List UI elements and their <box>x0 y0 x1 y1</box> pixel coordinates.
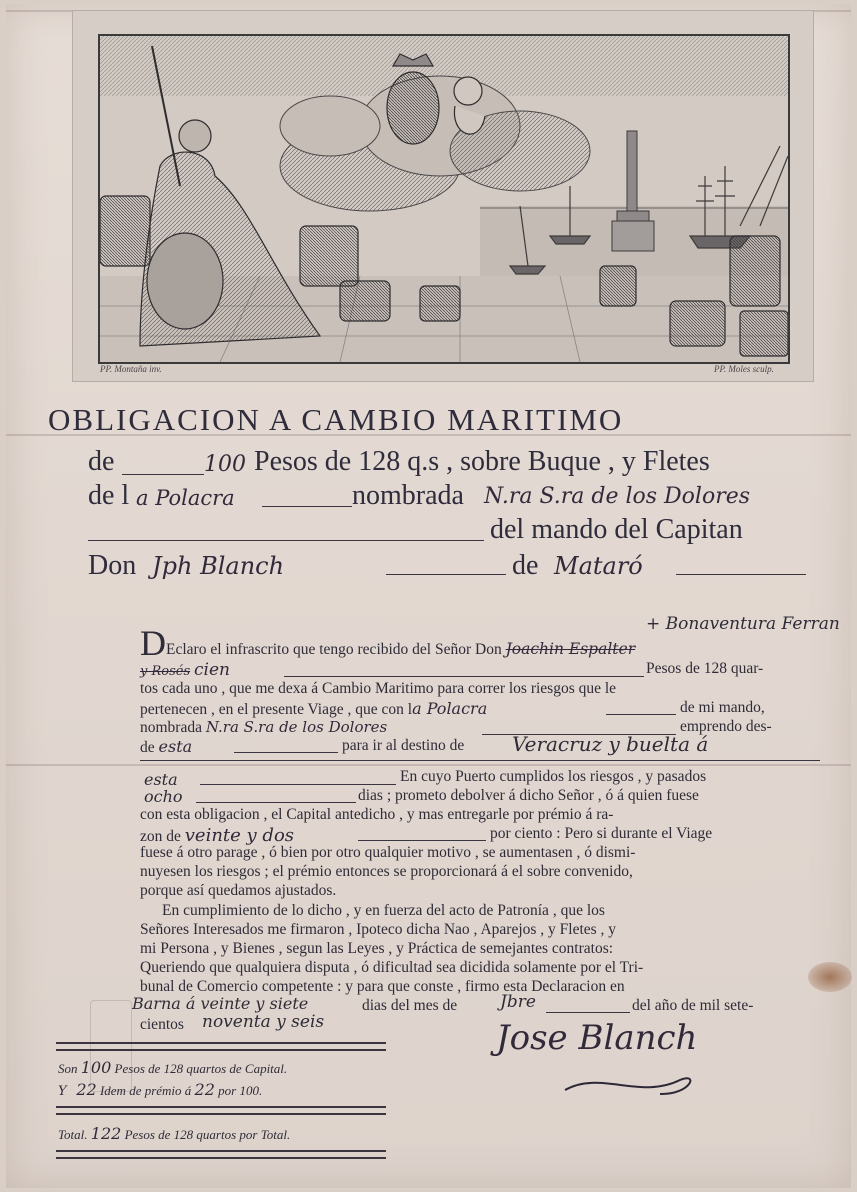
summary-row-total <box>58 1124 290 1143</box>
decl-p2-line-6-end: del año de mil sete- <box>632 997 754 1014</box>
year-handwritten: noventa y seis <box>202 1012 325 1032</box>
line2-pre: de l <box>88 480 130 511</box>
document-title: OBLIGACION A CAMBIO MARITIMO <box>48 402 624 437</box>
decl-line-13: porque así quedamos ajustados. <box>140 882 337 899</box>
summary-text: por 100. <box>218 1083 263 1098</box>
decl-p2-line-3: mi Persona , y Bienes , segun las Leyes , y Práctica de semejantes contratos: <box>140 940 614 957</box>
capital-amount-handwritten: 100 <box>80 1058 112 1077</box>
fill-rule <box>122 474 204 475</box>
decl-line-10-end: por ciento : Pero si durante el Viage <box>490 825 713 842</box>
decl-line-2 <box>140 660 230 680</box>
signature: Jose Blanch <box>496 1018 698 1058</box>
line4-de: de <box>512 550 539 581</box>
decl-text: Eclaro el infrascrito que tengo recibido del Señor Don <box>166 641 502 658</box>
title-line-1 <box>88 446 114 478</box>
departure-handwritten: esta <box>158 737 193 756</box>
origin-handwritten: Mataró <box>554 552 643 580</box>
decl-p2-line-1: En cumplimiento de lo dicho , y en fuerza del acto de Patronía , que los <box>162 902 605 919</box>
ink-stain <box>808 962 852 992</box>
fill-rule <box>284 676 644 677</box>
line1-pre: de <box>88 446 115 477</box>
summary-label: Y <box>58 1084 67 1099</box>
decl-line-8: dias ; prometo debolver á dicho Señor , ó á quien fuese <box>358 787 699 804</box>
fill-rule <box>140 760 820 761</box>
line3-text: del mando del Capitan <box>490 514 743 545</box>
fill-rule <box>200 784 396 785</box>
decl-line-6 <box>140 737 192 757</box>
summary-label: Total. <box>58 1127 88 1142</box>
summary-text: Pesos de 128 quartos de Capital. <box>114 1061 288 1076</box>
fill-rule <box>676 574 806 575</box>
fill-rule <box>358 840 486 841</box>
captain-name-handwritten: Jph Blanch <box>152 552 285 580</box>
decl-line-5-end: emprendo des- <box>680 718 772 735</box>
decl-text: pertenecen , en el presente Viage , que con l <box>140 701 413 718</box>
fold-crease <box>6 764 851 766</box>
fill-rule <box>262 506 352 507</box>
rate-handwritten: veinte y dos <box>184 825 295 846</box>
vessel-name-handwritten: N.ra S.ra de los Dolores <box>205 718 388 736</box>
decl-text: nombrada <box>140 719 202 736</box>
decl-line-5 <box>140 718 387 737</box>
vessel-name-handwritten: N.ra S.ra de los Dolores <box>484 484 751 509</box>
engraver-credit-left: PP. Montaña inv. <box>100 364 162 374</box>
principal-words-handwritten: cien <box>194 660 230 680</box>
decl-line-4-end: de mi mando, <box>680 699 765 716</box>
summary-top-rule <box>56 1042 386 1051</box>
amount-handwritten: 100 <box>204 452 246 477</box>
destination-handwritten: Veracruz y buelta á <box>512 732 709 756</box>
engraved-illustration <box>98 34 790 364</box>
decl-line-7: En cuyo Puerto cumplidos los riesgos , y pasados <box>400 768 707 785</box>
summary-label: Son <box>58 1061 78 1076</box>
port-handwritten: esta <box>144 770 178 789</box>
decl-line-2-end: Pesos de 128 quar- <box>646 660 764 677</box>
decl-text: zon de <box>140 828 181 845</box>
decl-line-3: tos cada uno , que me dexa á Cambio Maritimo para correr los riesgos que le <box>140 680 617 697</box>
month-handwritten: Jbre <box>500 992 536 1012</box>
summary-text: Pesos de 128 quartos por Total. <box>124 1127 291 1142</box>
fill-rule <box>196 802 356 803</box>
summary-row-capital <box>58 1058 287 1077</box>
engraver-credit-right: PP. Moles sculp. <box>714 364 774 374</box>
summary-row-premium <box>58 1080 262 1099</box>
fill-rule <box>386 574 506 575</box>
decl-line-1 <box>166 640 635 659</box>
summary-bottom-rule <box>56 1150 386 1159</box>
line4-don: Don <box>88 550 137 581</box>
summary-mid-rule <box>56 1106 386 1115</box>
decl-p2-line-6-mid: dias del mes de <box>362 997 458 1014</box>
decl-line-12: nuyesen los riesgos ; el prémio entonces se proporcionará á el sobre convenido, <box>140 863 633 880</box>
premium-rate-handwritten: 22 <box>194 1080 215 1099</box>
decl-p2-line-7: cientos <box>140 1016 184 1033</box>
signature-flourish <box>560 1060 710 1100</box>
line2-mid: nombrada <box>352 480 464 511</box>
drop-cap: D <box>140 623 166 663</box>
total-amount-handwritten: 122 <box>90 1124 122 1143</box>
decl-line-4 <box>140 699 487 719</box>
fill-rule <box>546 1012 630 1013</box>
decl-line-10 <box>140 825 294 846</box>
decl-p2-line-2: Señores Interesados me firmaron , Ipoteco dicha Nao , Aparejos , y Fletes , y <box>140 921 617 938</box>
place-date-handwritten: Barna á veinte y siete <box>132 994 309 1013</box>
line1-post: Pesos de 128 q.s , sobre Buque , y Fletes <box>254 446 710 477</box>
decl-line-11: fuese á otro parage , ó bien por otro qualquier motivo , se aumentasen , ó dismi- <box>140 844 636 861</box>
summary-text: Idem de prémio á <box>99 1083 192 1098</box>
premium-amount-handwritten: 22 <box>76 1080 97 1099</box>
struck-name-handwritten: Joachin Espalter <box>505 640 636 658</box>
decl-text: de <box>140 739 155 756</box>
vessel-type-handwritten: a Polacra <box>412 699 488 718</box>
decl-line-6-mid: para ir al destino de <box>342 737 465 754</box>
allegory-harbor-scene <box>100 36 788 362</box>
days-handwritten: ocho <box>144 787 183 806</box>
fill-rule <box>606 714 676 715</box>
fill-rule <box>88 540 484 541</box>
insertion-handwritten: + Bonaventura Ferran <box>646 614 840 634</box>
struck-surname-handwritten: y Rosés <box>140 664 191 679</box>
decl-p2-line-5: bunal de Comercio competente : y para que conste , firmo esta Declaracion en <box>140 978 625 995</box>
fill-rule <box>234 752 338 753</box>
vessel-type-handwritten: a Polacra <box>136 486 235 510</box>
decl-line-9: con esta obligacion , el Capital antedicho , y mas entregarle por prémio á ra- <box>140 806 614 823</box>
decl-p2-line-4: Queriendo que qualquiera disputa , ó dificultad sea dicidida solamente por el Tri- <box>140 959 644 976</box>
